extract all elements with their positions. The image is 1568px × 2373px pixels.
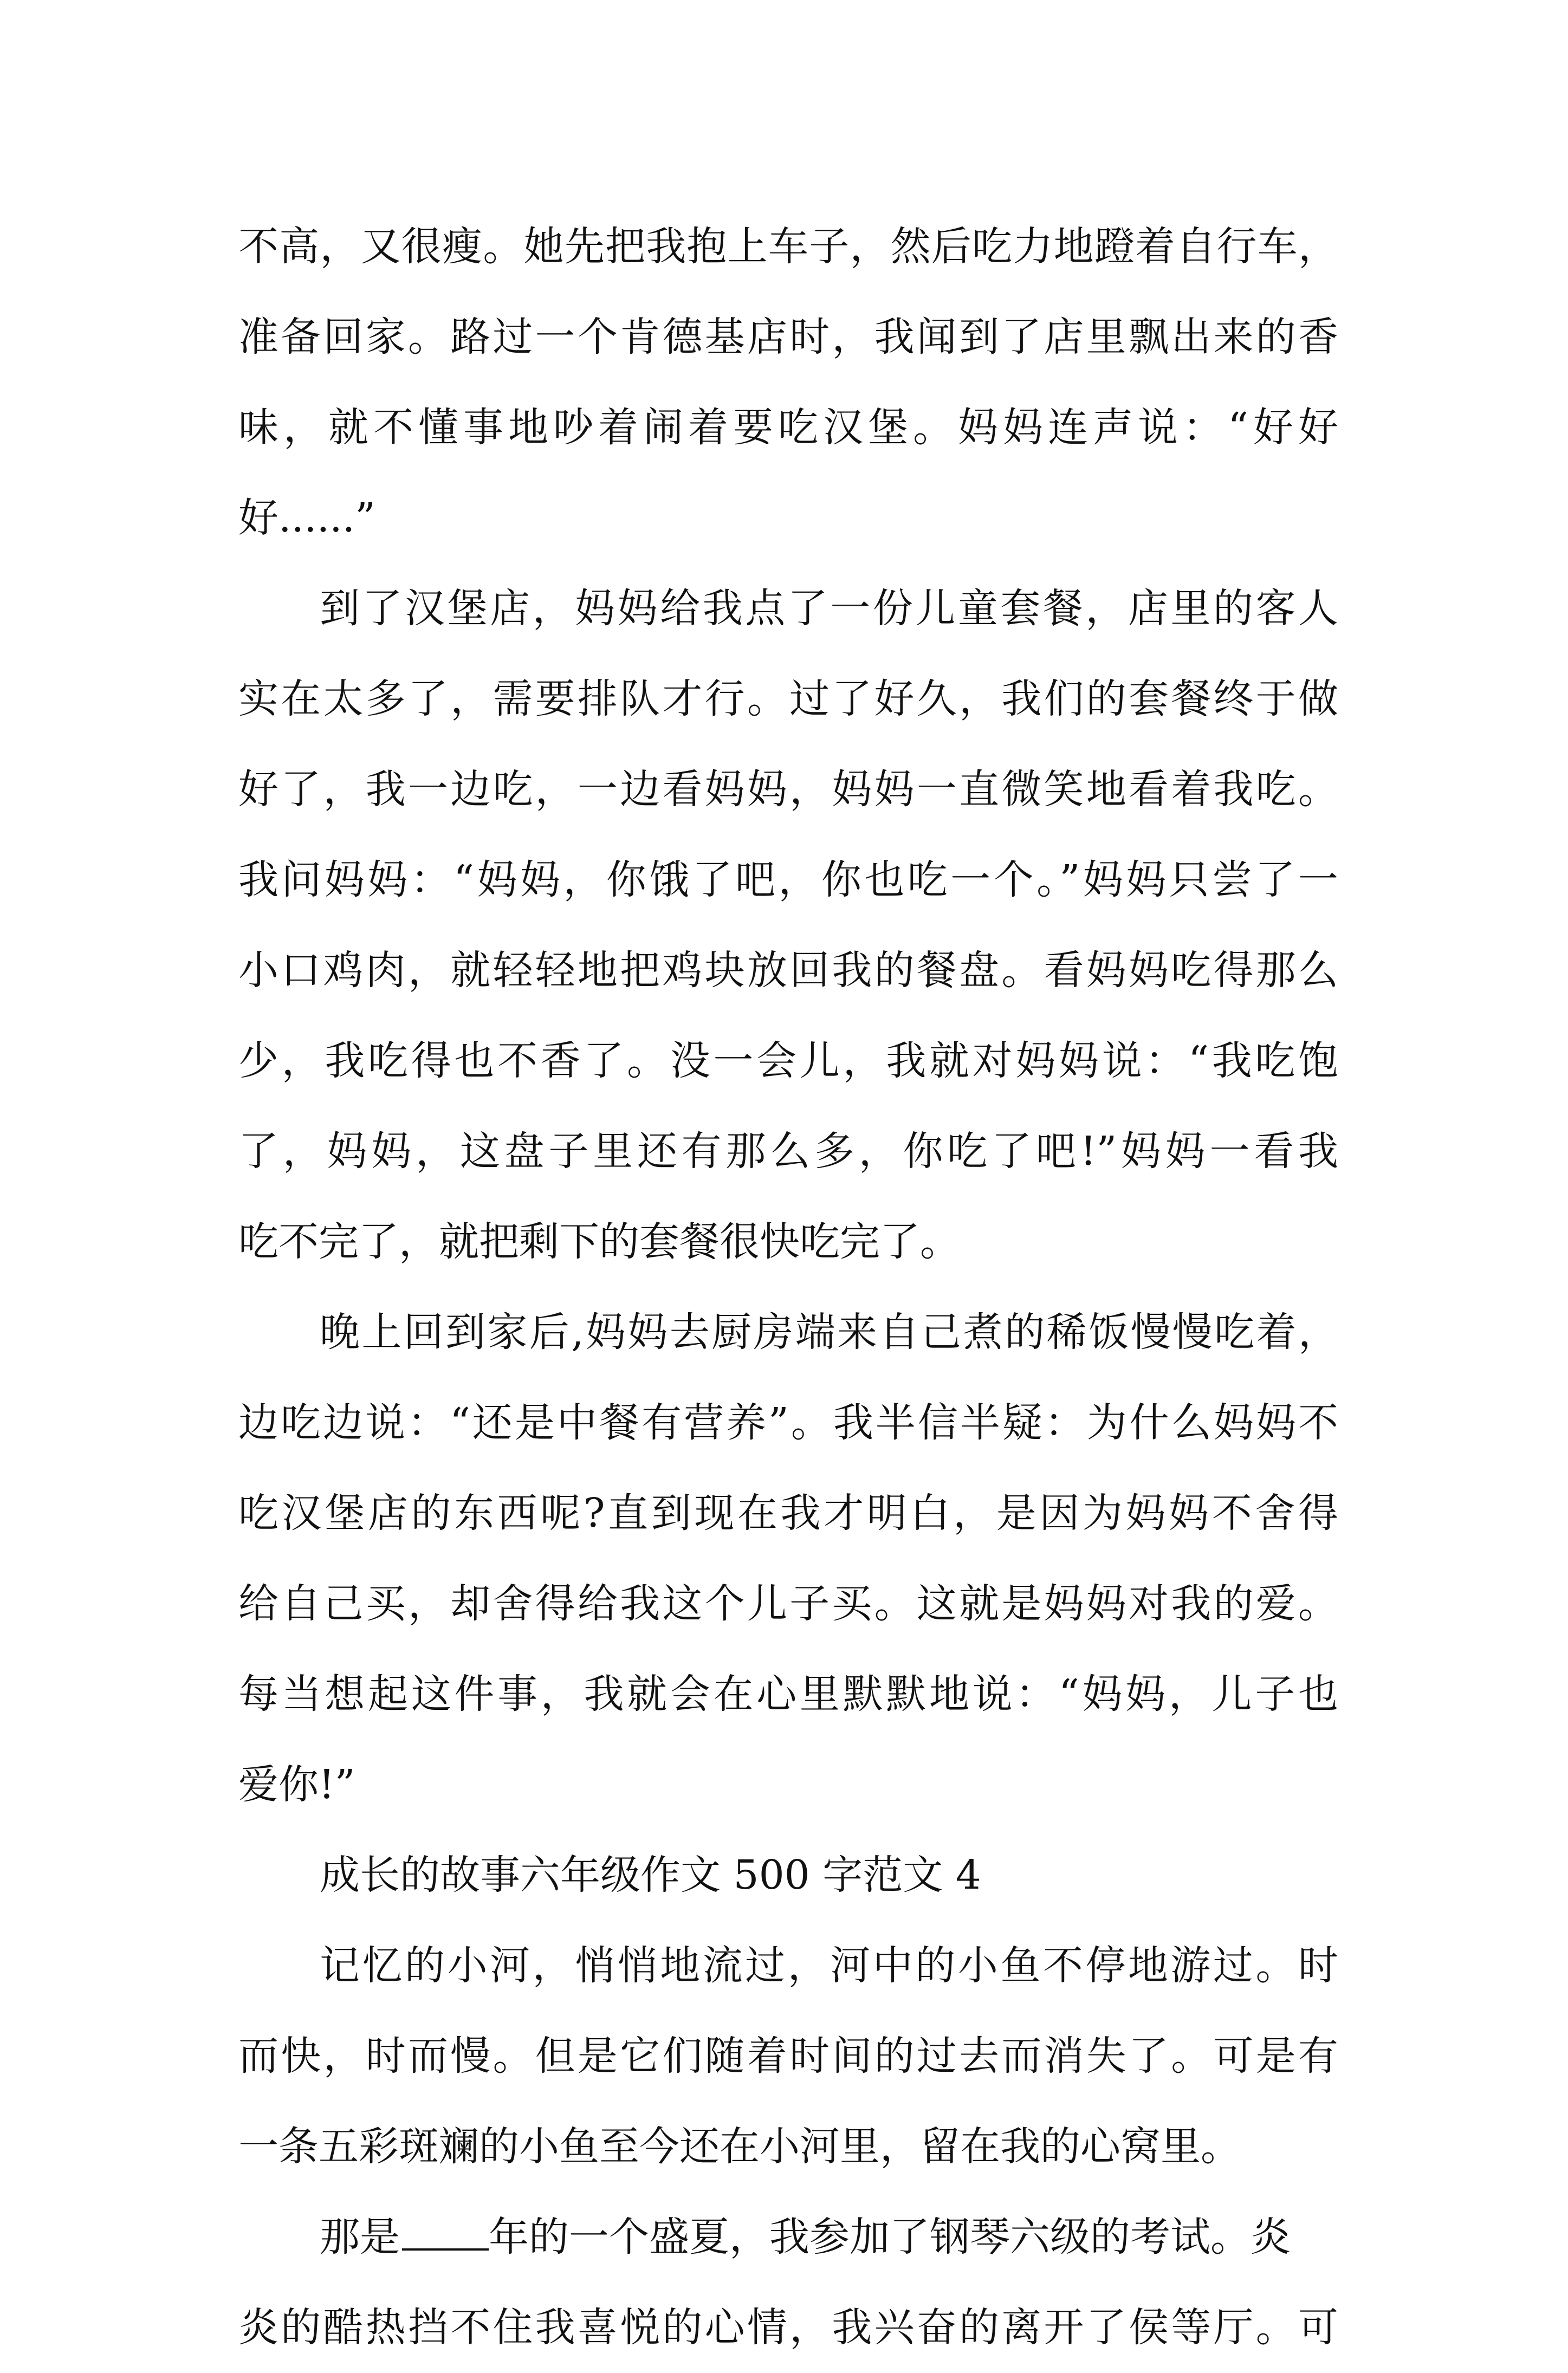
text-line: 我问妈妈：“妈妈，你饿了吧，你也吃一个。”妈妈只尝了一	[238, 857, 1338, 903]
text-after-blank: 年的一个盛夏，我参加了钢琴六级的考试。炎	[489, 2214, 1291, 2260]
text-line: 少，我吃得也不香了。没一会儿，我就对妈妈说：“我吃饱	[238, 1038, 1338, 1084]
text-line: 准备回家。路过一个肯德基店时，我闻到了店里飘出来的香	[238, 314, 1338, 360]
text-line: 了，妈妈，这盘子里还有那么多，你吃了吧!”妈妈一看我	[238, 1128, 1338, 1175]
text-line: 不高，又很瘦。她先把我抱上车子，然后吃力地蹬着自行车，	[238, 223, 1338, 270]
text-line: 味，就不懂事地吵着闹着要吃汉堡。妈妈连声说：“好好	[238, 404, 1338, 451]
text-line: 给自己买，却舍得给我这个儿子买。这就是妈妈对我的爱。	[238, 1580, 1338, 1627]
text-line: 吃汉堡店的东西呢?直到现在我才明白，是因为妈妈不舍得	[238, 1490, 1338, 1536]
text-line: 小口鸡肉，就轻轻地把鸡块放回我的餐盘。看妈妈吃得那么	[238, 947, 1338, 994]
paragraph-first-line-with-blank	[238, 2192, 1338, 2283]
paragraph-first-line: 记忆的小河，悄悄地流过，河中的小鱼不停地游过。时	[320, 1942, 1338, 1989]
fill-in-blank	[402, 2214, 489, 2251]
text-line: 好......”	[238, 495, 375, 541]
text-line: 好了，我一边吃，一边看妈妈，妈妈一直微笑地看着我吃。	[238, 766, 1338, 813]
text-line: 炎的酷热挡不住我喜悦的心情，我兴奋的离开了侯等厅。可	[238, 2304, 1338, 2351]
text-before-blank: 那是	[320, 2214, 400, 2260]
text-line: 吃不完了，就把剩下的套餐很快吃完了。	[238, 1218, 960, 1265]
paragraph-first-line: 到了汉堡店，妈妈给我点了一份儿童套餐，店里的客人	[320, 585, 1338, 632]
body-text	[238, 202, 1338, 2373]
text-line: 而快，时而慢。但是它们随着时间的过去而消失了。可是有	[238, 2033, 1338, 2079]
text-line: 边吃边说：“还是中餐有营养”。我半信半疑：为什么妈妈不	[238, 1399, 1338, 1446]
text-line: 实在太多了，需要排队才行。过了好久，我们的套餐终于做	[238, 676, 1338, 722]
text-line: 每当想起这件事，我就会在心里默默地说：“妈妈，儿子也	[238, 1671, 1338, 1717]
paragraph-first-line: 晚上回到家后,妈妈去厨房端来自己煮的稀饭慢慢吃着，	[320, 1309, 1338, 1356]
section-heading: 成长的故事六年级作文 500 字范文 4	[320, 1852, 981, 1898]
text-line: 一条五彩斑斓的小鱼至今还在小河里，留在我的心窝里。	[238, 2123, 1241, 2170]
text-line: 爱你!”	[238, 1761, 355, 1808]
